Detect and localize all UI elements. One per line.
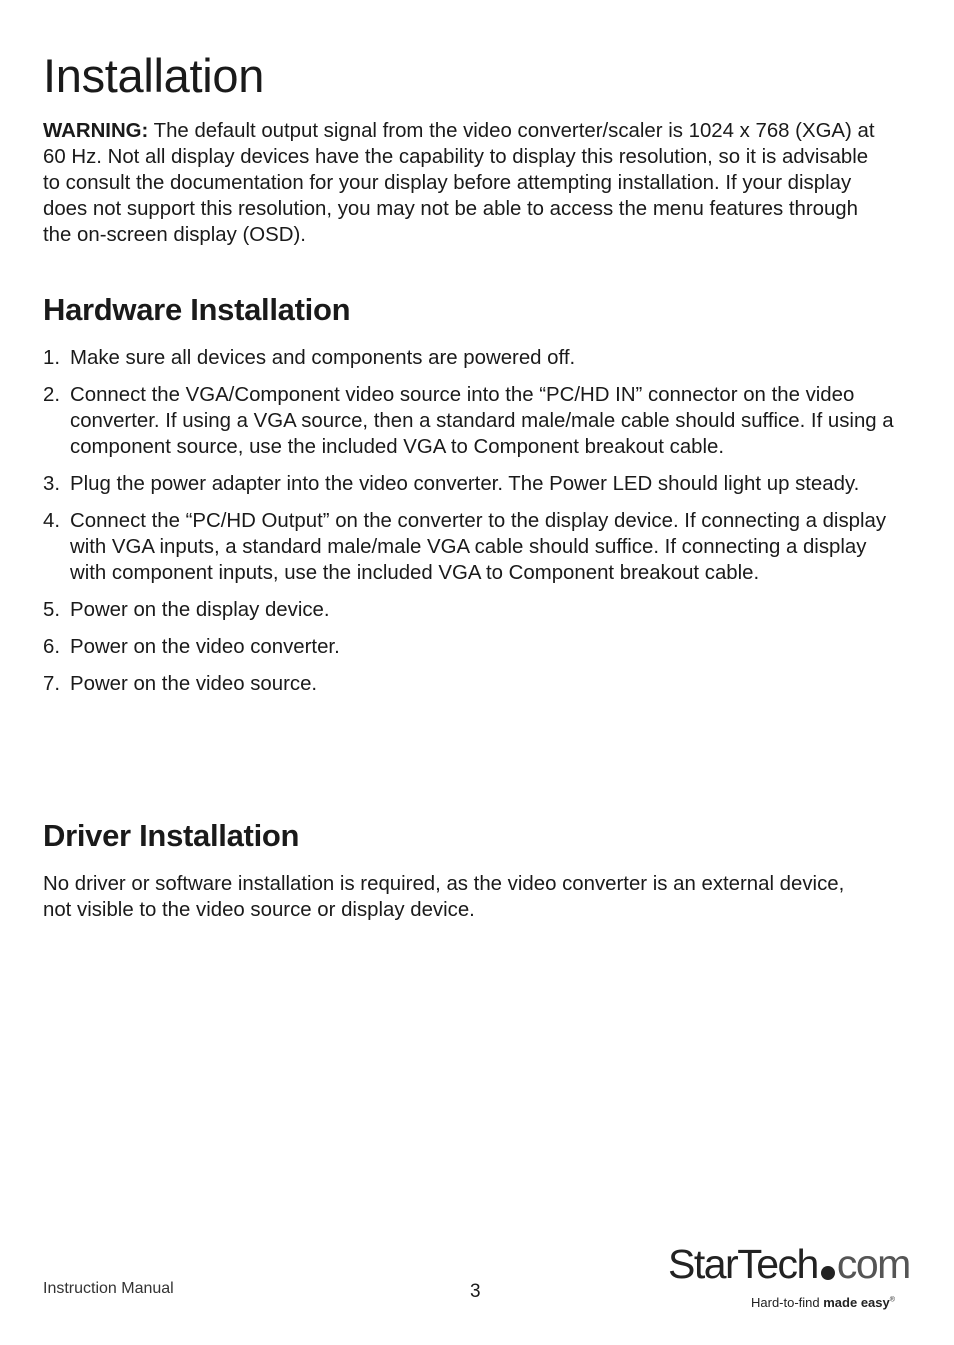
hardware-steps-list — [43, 345, 903, 708]
list-item — [43, 634, 903, 660]
list-item — [43, 345, 903, 371]
logo-tagline — [751, 1295, 895, 1310]
page-number: 3 — [470, 1281, 481, 1302]
step-text: Power on the video converter. — [70, 636, 340, 658]
step-text: Plug the power adapter into the video converter. The Power LED should light up steady. — [70, 473, 860, 495]
step-number: 7. — [43, 673, 61, 695]
hardware-installation-heading: Hardware Installation — [43, 292, 351, 327]
step-text: Power on the video source. — [70, 673, 318, 695]
logo-tagline-bold: made easy — [823, 1295, 890, 1310]
warning-paragraph — [43, 118, 883, 248]
page-title: Installation — [43, 49, 265, 102]
warning-label: WARNING: — [43, 120, 149, 142]
list-item — [43, 597, 903, 623]
step-number: 5. — [43, 599, 61, 621]
warning-text: The default output signal from the video converter/scaler is 1024 x 768 (XGA) at 60 Hz. Not all display devices have the capability to display this resolution, so it is advisable to consult the documentation for your display before attempting installation. If your display does not support this resolution, you may not be able to access the menu features through the on-screen display (OSD). — [43, 120, 875, 246]
list-item — [43, 671, 903, 697]
footer-manual-label: Instruction Manual — [43, 1280, 174, 1297]
step-number: 3. — [43, 473, 61, 495]
list-item — [43, 382, 903, 460]
step-number: 2. — [43, 384, 61, 406]
step-text: Make sure all devices and components are powered off. — [70, 347, 576, 369]
logo-dot-icon — [821, 1266, 835, 1280]
step-number: 4. — [43, 510, 61, 532]
step-text: Power on the display device. — [70, 599, 330, 621]
list-item — [43, 508, 903, 586]
startech-logo — [668, 1242, 918, 1322]
list-item — [43, 471, 903, 497]
logo-suffix: com — [836, 1241, 910, 1287]
step-text: Connect the VGA/Component video source into the “PC/HD IN” connector on the video converter. If using a VGA source, then a standard male/male cable should suffice. If using a component source, use the included VGA to Component breakout cable. — [70, 384, 894, 458]
driver-paragraph: No driver or software installation is required, as the video converter is an external device, not visible to the video source or display device. — [43, 873, 845, 921]
registered-mark: ® — [889, 1296, 895, 1304]
step-number: 6. — [43, 636, 61, 658]
step-text: Connect the “PC/HD Output” on the converter to the display device. If connecting a display with VGA inputs, a standard male/male VGA cable should suffice. If connecting a display with component inputs, use the included VGA to Component breakout cable. — [70, 510, 887, 584]
driver-installation-heading: Driver Installation — [43, 818, 300, 853]
logo-tagline-light: Hard-to-find — [751, 1295, 824, 1310]
step-number: 1. — [43, 347, 61, 369]
logo-brand: StarTech — [668, 1241, 818, 1287]
logo-wordmark — [668, 1242, 910, 1287]
